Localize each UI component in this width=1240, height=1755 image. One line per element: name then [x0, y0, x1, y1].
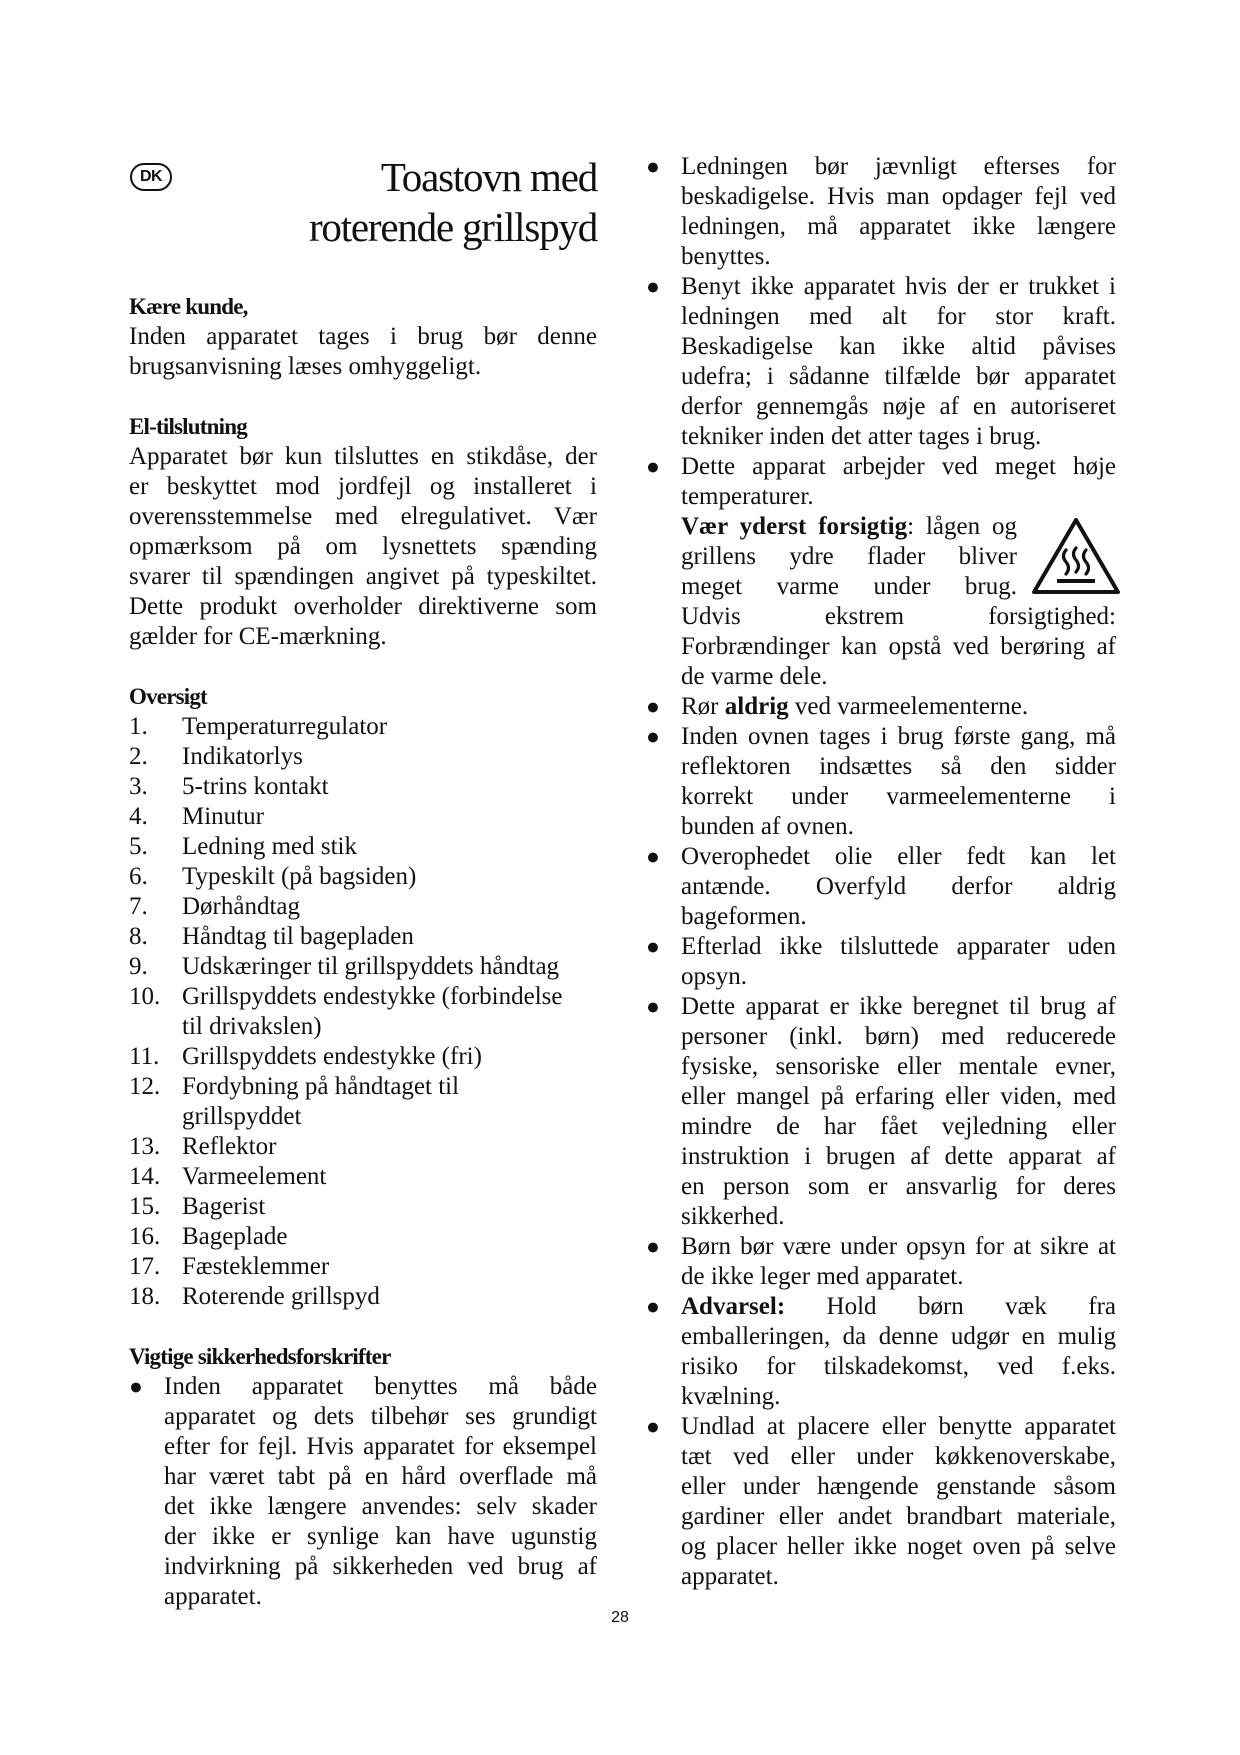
overview-item: [129, 772, 597, 802]
overview-heading: Oversigt: [129, 684, 207, 709]
text-line: er beskyttet mod jordfejl og installeret i: [129, 473, 597, 500]
overview-item-text: [182, 952, 597, 982]
text-line: efter for fejl. Hvis apparatet for eksempel: [164, 1433, 597, 1460]
safety-bullet-7: [646, 842, 1116, 932]
text-line: bageformen.: [681, 903, 807, 930]
text-line: Temperaturregulator: [182, 713, 388, 740]
text-line: Udvis ekstrem forsigtighed:: [681, 603, 1116, 630]
overview-item: [129, 862, 597, 892]
text-line: fysiske, sensoriske eller mentale evner,: [681, 1053, 1116, 1080]
text-line: Indikatorlys: [182, 743, 303, 770]
bullet-icon: ●: [646, 454, 660, 479]
overview-item-number: 4.: [129, 803, 148, 830]
text-line: mindre de har fået vejledning eller: [681, 1113, 1116, 1140]
overview-item: [129, 1192, 597, 1222]
text-line: Ledning med stik: [182, 833, 357, 860]
text-line: benyttes.: [681, 243, 771, 270]
text-line: de ikke leger med apparatet.: [681, 1263, 964, 1290]
text-line: overensstemmelse med elregulativet. Vær: [129, 503, 597, 530]
text-line: en person som er ansvarlig for deres: [681, 1173, 1116, 1200]
text-line: Forbrændinger kan opstå ved berøring af: [681, 633, 1116, 660]
text-line: Typeskilt (på bagsiden): [182, 863, 417, 890]
overview-item: [129, 1252, 597, 1282]
overview-item: [129, 1162, 597, 1192]
text-line: antænde. Overfyld derfor aldrig: [681, 873, 1116, 900]
text-line: Udskæringer til grillspyddets håndtag: [182, 953, 560, 980]
text-line: Inden ovnen tages i brug første gang, må: [681, 723, 1116, 750]
safety-bullet-2: [646, 152, 1116, 272]
overview-item-text: [182, 1072, 597, 1132]
overview-item-text: [182, 802, 597, 832]
connection-heading: El-tilslutning: [129, 414, 247, 439]
text-line: sikkerhed.: [681, 1203, 785, 1230]
text-line: tekniker inden det atter tages i brug.: [681, 423, 1042, 450]
text-line: beskadigelse. Hvis man opdager fejl ved: [681, 183, 1116, 210]
text-line: [681, 512, 1017, 542]
overview-item-number: 17.: [129, 1253, 161, 1280]
title-block: [129, 152, 597, 280]
bullet-icon: ●: [129, 1374, 143, 1399]
text-fragment: Hold børn væk fra: [785, 1293, 1116, 1320]
warning-bold: Vær yderst forsigtig: [681, 513, 908, 540]
bullet-icon: ●: [646, 154, 660, 179]
safety-bullet-12: [646, 1412, 1116, 1592]
overview-item: [129, 832, 597, 862]
overview-item-number: 11.: [129, 1043, 160, 1070]
text-line: gardiner eller andet brandbart materiale,: [681, 1503, 1116, 1530]
text-line: Ledningen bør jævnligt efterses for: [681, 153, 1116, 180]
text-fragment: ved varmeelementerne.: [788, 693, 1029, 720]
text-line: Fordybning på håndtaget til: [182, 1073, 460, 1100]
overview-item-number: 15.: [129, 1193, 161, 1220]
bullet-icon: ●: [646, 1414, 660, 1439]
safety-bullet-11: [646, 1292, 1116, 1412]
overview-item-text: [182, 892, 597, 922]
safety-bullet-5: [646, 692, 1116, 722]
text-line: Dørhåndtag: [182, 893, 301, 920]
right-column: [646, 152, 1116, 1592]
bullet-icon: ●: [646, 934, 660, 959]
text-line: tæt ved eller under køkkenoverskabe,: [681, 1443, 1116, 1470]
text-line: har været tabt på en hård overflade må: [164, 1463, 597, 1490]
safety-bullet-9: [646, 992, 1116, 1232]
connection-text: [129, 442, 597, 652]
overview-item: [129, 922, 597, 952]
overview-item-number: 5.: [129, 833, 148, 860]
text-line: Inden apparatet tages i brug bør denne: [129, 323, 597, 350]
overview-item-number: 16.: [129, 1223, 161, 1250]
page-title: [129, 152, 597, 252]
text-line: til drivakslen): [182, 1013, 322, 1040]
hot-surface-warning-icon: [1030, 516, 1122, 596]
overview-item-number: 8.: [129, 923, 148, 950]
safety-bullet-4: [646, 452, 1116, 692]
overview-item-text: [182, 712, 597, 742]
text-bold: Advarsel:: [681, 1293, 786, 1320]
text-line: ledningen, må apparatet ikke længere: [681, 213, 1116, 240]
text-line: Overophedet olie eller fedt kan let: [681, 843, 1116, 870]
text-line: Reflektor: [182, 1133, 277, 1160]
safety-heading: Vigtige sikkerhedsforskrifter: [129, 1344, 391, 1369]
text-line: ledningen med alt for stor kraft.: [681, 303, 1116, 330]
text-line: Dette apparat arbejder ved meget høje: [681, 453, 1116, 480]
text-line: opmærksom på om lysnettets spænding: [129, 533, 597, 560]
overview-item-text: [182, 922, 597, 952]
overview-item-number: 13.: [129, 1133, 161, 1160]
overview-item: [129, 1132, 597, 1162]
text-line: Apparatet bør kun tilsluttes en stikdåse, der: [129, 443, 597, 470]
bullet-icon: ●: [646, 274, 660, 299]
text-line: udefra; i sådanne tilfælde bør apparatet: [681, 363, 1116, 390]
warning-rest: : lågen og: [907, 513, 1017, 540]
overview-item-text: [182, 982, 597, 1042]
text-line: Benyt ikke apparatet hvis der er trukket i: [681, 273, 1116, 300]
text-line: Roterende grillspyd: [182, 1283, 380, 1310]
bullet-icon: ●: [646, 694, 660, 719]
overview-item-text: [182, 832, 597, 862]
overview-item-number: 14.: [129, 1163, 161, 1190]
text-line: brugsanvisning læses omhyggeligt.: [129, 353, 482, 380]
overview-item-number: 10.: [129, 983, 161, 1010]
text-line: apparatet og dets tilbehør ses grundigt: [164, 1403, 597, 1430]
page-number: 28: [611, 1609, 629, 1626]
title-line-2: roterende grillspyd: [308, 204, 597, 250]
text-line: [681, 1292, 1116, 1322]
bullet-icon: ●: [646, 844, 660, 869]
overview-item-number: 3.: [129, 773, 148, 800]
text-line: apparatet.: [164, 1583, 262, 1610]
text-line: reflektoren indsættes så den sidder: [681, 753, 1116, 780]
overview-item: [129, 802, 597, 832]
text-line: derfor gennemgås nøje af en autoriseret: [681, 393, 1116, 420]
text-line: eller under hængende genstande såsom: [681, 1473, 1116, 1500]
overview-item-text: [182, 742, 597, 772]
overview-item: [129, 982, 597, 1042]
text-line: Bageplade: [182, 1223, 288, 1250]
text-line: Dette produkt overholder direktiverne som: [129, 593, 597, 620]
text-line: temperaturer.: [681, 483, 814, 510]
text-line: personer (inkl. børn) med reducerede: [681, 1023, 1116, 1050]
text-line: svarer til spændingen angivet på typeskiltet.: [129, 563, 597, 590]
hot-surface-warning: [681, 512, 1116, 602]
text-line: opsyn.: [681, 963, 747, 990]
overview-item: [129, 1222, 597, 1252]
text-line: Beskadigelse kan ikke altid påvises: [681, 333, 1116, 360]
bullet-icon: ●: [646, 994, 660, 1019]
overview-item: [129, 1072, 597, 1132]
overview-item-text: [182, 862, 597, 892]
overview-item-text: [182, 1282, 597, 1312]
text-line: og placer heller ikke noget oven på selve: [681, 1533, 1116, 1560]
bullet-icon: ●: [646, 1294, 660, 1319]
overview-item-text: [182, 1192, 597, 1222]
bullet-icon: ●: [646, 1234, 660, 1259]
text-bold: aldrig: [724, 693, 789, 720]
overview-item: [129, 1042, 597, 1072]
text-line: eller mangel på erfaring eller viden, med: [681, 1083, 1116, 1110]
bullet-icon: ●: [646, 724, 660, 749]
text-line: indvirkning på sikkerheden ved brug af: [164, 1553, 597, 1580]
text-line: de varme dele.: [681, 663, 828, 690]
safety-bullet-6: [646, 722, 1116, 842]
text-line: Grillspyddets endestykke (forbindelse: [182, 983, 563, 1010]
overview-item-text: [182, 1222, 597, 1252]
safety-bullet-10: [646, 1232, 1116, 1292]
overview-item-number: 18.: [129, 1283, 161, 1310]
overview-item-text: [182, 1252, 597, 1282]
overview-item-number: 1.: [129, 713, 148, 740]
text-fragment: Rør: [681, 693, 725, 720]
overview-item-number: 9.: [129, 953, 148, 980]
text-line: [681, 692, 1116, 722]
text-line: Minutur: [182, 803, 264, 830]
overview-item: [129, 952, 597, 982]
text-line: meget varme under brug.: [681, 573, 1017, 600]
text-line: 5-trins kontakt: [182, 773, 329, 800]
text-line: grillens ydre flader bliver: [681, 543, 1017, 570]
text-line: gælder for CE-mærkning.: [129, 623, 387, 650]
safety-bullet-3: [646, 272, 1116, 452]
text-line: apparatet.: [681, 1563, 779, 1590]
overview-item: [129, 1282, 597, 1312]
overview-item-text: [182, 1162, 597, 1192]
left-column: [129, 152, 597, 1612]
overview-item: [129, 892, 597, 922]
text-line: Grillspyddets endestykke (fri): [182, 1043, 482, 1070]
overview-item-text: [182, 772, 597, 802]
text-line: kvælning.: [681, 1383, 781, 1410]
text-line: Inden apparatet benyttes må både: [164, 1373, 597, 1400]
text-line: risiko for tilskadekomst, ved f.eks.: [681, 1353, 1116, 1380]
title-line-1: Toastovn med: [380, 154, 597, 200]
overview-item: [129, 712, 597, 742]
text-line: Børn bør være under opsyn for at sikre at: [681, 1233, 1116, 1260]
language-badge: DK: [130, 163, 172, 191]
safety-bullet-8: [646, 932, 1116, 992]
text-line: der ikke er synlige kan have ugunstig: [164, 1523, 597, 1550]
text-line: emballeringen, da denne udgør en mulig: [681, 1323, 1116, 1350]
text-line: Håndtag til bagepladen: [182, 923, 414, 950]
overview-item-number: 12.: [129, 1073, 161, 1100]
overview-list: [129, 712, 597, 1312]
text-line: grillspyddet: [182, 1103, 302, 1130]
text-line: korrekt under varmeelementerne i: [681, 783, 1116, 810]
overview-item-text: [182, 1132, 597, 1162]
text-line: Undlad at placere eller benytte apparatet: [681, 1413, 1116, 1440]
text-line: instruktion i brugen af dette apparat af: [681, 1143, 1116, 1170]
text-line: bunden af ovnen.: [681, 813, 854, 840]
overview-item-text: [182, 1042, 597, 1072]
text-line: Dette apparat er ikke beregnet til brug af: [681, 993, 1116, 1020]
text-line: Fæsteklemmer: [182, 1253, 330, 1280]
overview-item-number: 6.: [129, 863, 148, 890]
text-line: Bagerist: [182, 1193, 266, 1220]
overview-item-number: 7.: [129, 893, 148, 920]
greeting-text: [129, 322, 597, 382]
overview-item-number: 2.: [129, 743, 148, 770]
overview-item: [129, 742, 597, 772]
safety-bullet-1: [129, 1372, 597, 1612]
greeting-heading: Kære kunde,: [129, 294, 248, 319]
text-line: det ikke længere anvendes: selv skader: [164, 1493, 597, 1520]
text-line: Efterlad ikke tilsluttede apparater uden: [681, 933, 1116, 960]
text-line: Varmeelement: [182, 1163, 327, 1190]
